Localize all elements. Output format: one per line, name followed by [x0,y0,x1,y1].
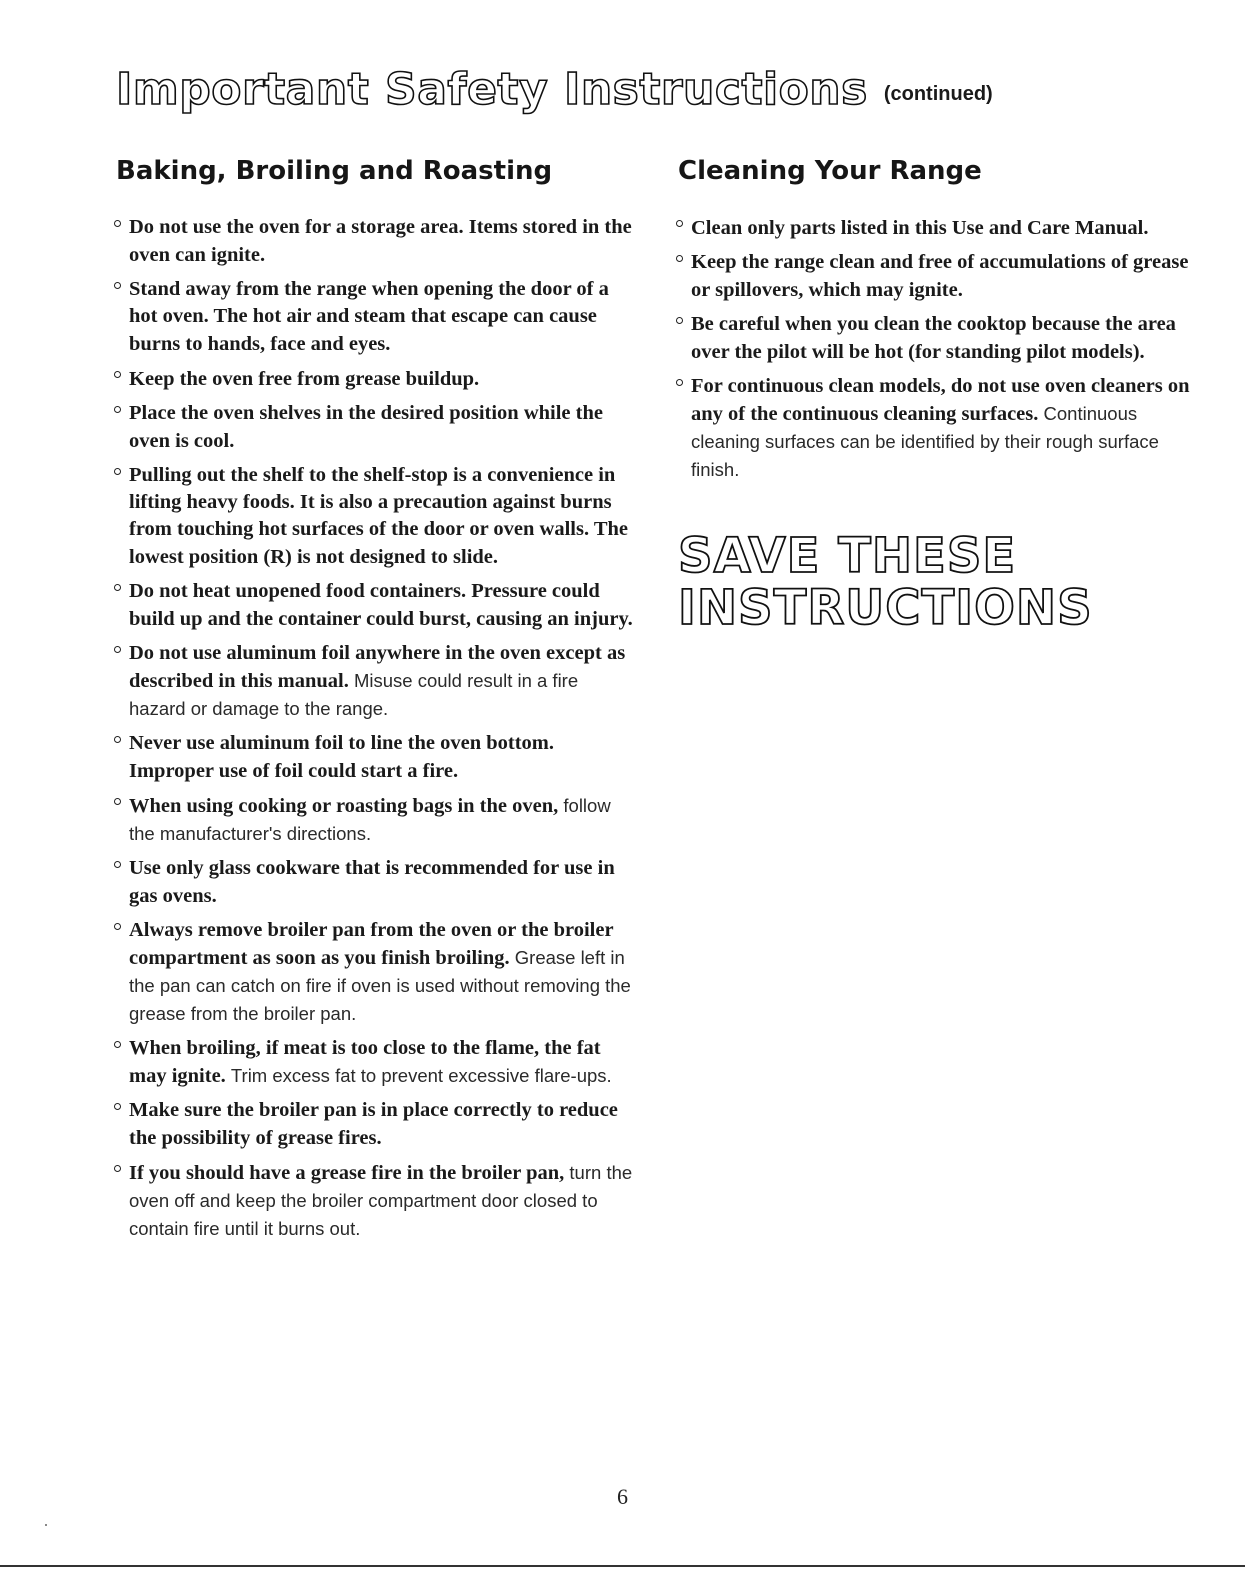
baking-bullet-list [114,214,634,1243]
bullet-icon [676,379,683,386]
bottom-border-line [0,1565,1245,1567]
baking-section-heading: Baking, Broiling and Roasting [116,156,553,186]
bullet-bold-text: Make sure the broiler pan is in place correctly to reduce the possibility of grease fires. [129,1099,618,1149]
bullet-bold-text: Never use aluminum foil to line the oven bottom. Improper use of foil could start a fire. [129,732,554,782]
bullet-bold-text: When using cooking or roasting bags in the oven, [129,795,559,817]
bullet-icon [114,282,121,289]
list-item [114,730,634,785]
bullet-bold-text: Do not use aluminum foil anywhere in the oven except as described in this manual. [129,642,626,692]
bullet-icon [114,220,121,227]
cleaning-bullet-list [676,214,1196,484]
bullet-icon [114,1103,121,1110]
bullet-bold-text: Use only glass cookware that is recommended for use in gas ovens. [129,857,615,907]
cleaning-section [676,150,1196,634]
page-title-main: Important Safety Instructions [116,64,868,115]
page-number: 6 [617,1484,628,1509]
list-item [114,1159,634,1243]
save-notice-line-1: SAVE THESE [678,528,1017,584]
bullet-normal-text: Trim excess fat to prevent excessive flare-ups. [230,1065,612,1086]
bullet-normal-text: follow the manufacturer's directions. [129,795,611,844]
bullet-bold-text: Stand away from the range when opening the door of a hot oven. The hot air and steam that escape can cause burns to hands, face and eyes. [129,278,609,355]
bullet-bold-text: Clean only parts listed in this Use and Care Manual. [691,217,1149,239]
list-item [114,578,634,633]
bullet-bold-text: Pulling out the shelf to the shelf-stop is a convenience in lifting heavy foods. It is also a precaution against burns from touching hot surfaces of the door or oven walls. The lowest position (R) is not designed to slide. [129,464,629,568]
cleaning-section-heading: Cleaning Your Range [678,156,982,186]
baking-section [114,150,634,1250]
bullet-icon [114,736,121,743]
list-item [114,855,634,910]
list-item [114,462,634,571]
bullet-icon [676,317,683,324]
bullet-bold-text: Place the oven shelves in the desired position while the oven is cool. [129,402,603,452]
bullet-icon [114,584,121,591]
list-item [114,400,634,455]
list-item [114,917,634,1028]
bullet-icon [114,406,121,413]
list-item [114,792,634,848]
list-item [114,1097,634,1152]
bullet-normal-text: turn the oven off and keep the broiler compartment door closed to contain fire until it burns out. [129,1162,633,1239]
bullet-icon [114,371,121,378]
list-item [114,640,634,723]
bullet-normal-text: Continuous cleaning surfaces can be identified by their rough surface finish. [691,403,1159,480]
list-item [676,311,1196,366]
bullet-icon [114,646,121,653]
list-item [114,1035,634,1090]
list-item [114,276,634,358]
save-instructions-notice [678,530,1196,634]
bullet-bold-text: If you should have a grease fire in the broiler pan, [129,1162,565,1184]
bullet-bold-text: Keep the oven free from grease buildup. [129,368,480,390]
list-item [114,365,634,393]
bullet-bold-text: When broiling, if meat is too close to the flame, the fat may ignite. [129,1037,601,1087]
page-title-continued: (continued) [883,83,993,105]
save-notice-line-2: INSTRUCTIONS [678,580,1093,636]
bullet-icon [114,468,121,475]
bullet-icon [114,1041,121,1048]
bullet-icon [114,923,121,930]
bullet-icon [676,220,683,227]
list-item [676,373,1196,484]
bullet-bold-text: Always remove broiler pan from the oven or the broiler compartment as soon as you finish broiling. [129,919,614,969]
bullet-icon [676,255,683,262]
bullet-icon [114,1165,121,1172]
bullet-icon [114,798,121,805]
bullet-bold-text: Do not use the oven for a storage area. Items stored in the oven can ignite. [129,216,632,266]
list-item [676,249,1196,304]
page-title [116,64,993,115]
bullet-normal-text: Grease left in the pan can catch on fire if oven is used without removing the grease from the broiler pan. [129,947,631,1024]
list-item [114,214,634,269]
bullet-bold-text: Be careful when you clean the cooktop because the area over the pilot will be hot (for standing pilot models). [691,313,1176,363]
scan-mark [45,1524,47,1526]
bullet-icon [114,861,121,868]
bullet-normal-text: Misuse could result in a fire hazard or damage to the range. [129,670,579,719]
bullet-bold-text: For continuous clean models, do not use oven cleaners on any of the continuous cleaning surfaces. [691,375,1190,425]
bullet-bold-text: Keep the range clean and free of accumulations of grease or spillovers, which may ignite. [691,251,1189,301]
list-item [676,214,1196,242]
bullet-bold-text: Do not heat unopened food containers. Pressure could build up and the container could burst, causing an injury. [129,580,633,630]
